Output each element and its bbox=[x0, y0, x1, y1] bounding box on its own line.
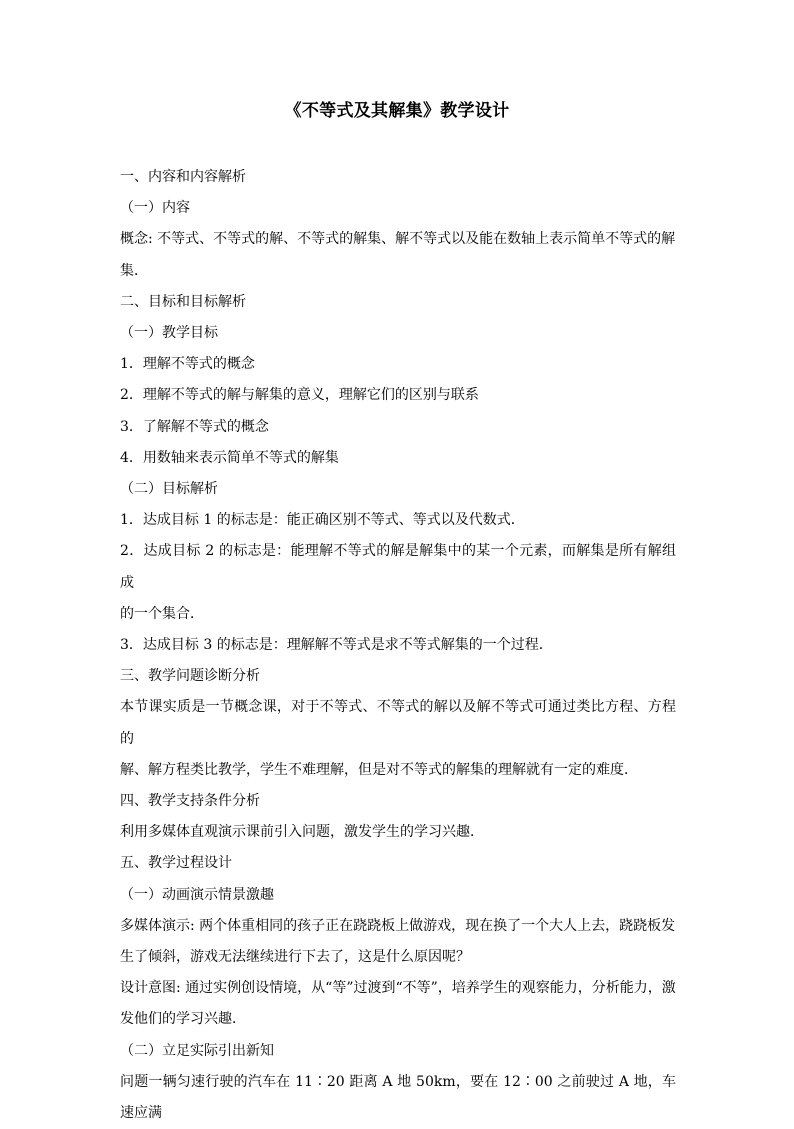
heading-2: 二、目标和目标解析 bbox=[120, 293, 246, 310]
list-item: 1．理解不等式的概念 bbox=[120, 356, 255, 373]
subheading: （二）目标解析 bbox=[120, 481, 218, 498]
heading-1: 一、内容和内容解析 bbox=[120, 169, 246, 185]
paragraph-line: 概念: 不等式、不等式的解、不等式的解集、解不等式以及能在数轴上表示简单不等式的解 bbox=[120, 231, 676, 248]
subheading: （一）教学目标 bbox=[120, 325, 218, 342]
document-body bbox=[120, 162, 676, 1129]
heading-4: 四、教学支持条件分析 bbox=[120, 793, 260, 810]
paragraph-line: 问题一辆匀速行驶的汽车在 11∶20 距离 A 地 50km，要在 12∶00 之前驶过 A 地，车速应满 bbox=[120, 1073, 676, 1122]
subheading: （二）立足实际引出新知 bbox=[120, 1042, 274, 1059]
document-title: 《不等式及其解集》教学设计 bbox=[284, 101, 510, 121]
list-item: 3．达成目标 3 的标志是：理解解不等式是求不等式解集的一个过程． bbox=[120, 637, 553, 654]
paragraph-line: 生了倾斜，游戏无法继续进行下去了，这是什么原因呢？ bbox=[120, 949, 470, 966]
list-item: 2．达成目标 2 的标志是：能理解不等式的解是解集中的某一个元素，而解集是所有解组成 bbox=[120, 543, 676, 591]
paragraph-line: 设计意图: 通过实例创设情境，从“等”过渡到“不等”，培养学生的观察能力，分析能力，激 bbox=[120, 980, 676, 997]
list-item: 3．了解解不等式的概念 bbox=[120, 418, 269, 435]
list-item: 4．用数轴来表示简单不等式的解集 bbox=[120, 449, 339, 466]
paragraph-line: 利用多媒体直观演示课前引入问题，激发学生的学习兴趣． bbox=[120, 824, 484, 841]
heading-3: 三、教学问题诊断分析 bbox=[120, 668, 260, 685]
subheading: （一）内容 bbox=[120, 200, 190, 217]
paragraph-line: 的一个集合． bbox=[120, 605, 204, 622]
paragraph-line: 发他们的学习兴趣． bbox=[120, 1011, 246, 1028]
heading-5: 五、教学过程设计 bbox=[120, 855, 232, 872]
paragraph-line: 本节课实质是一节概念课，对于不等式、不等式的解以及解不等式可通过类比方程、方程的 bbox=[120, 699, 676, 747]
list-item: 1．达成目标 1 的标志是：能正确区别不等式、等式以及代数式． bbox=[120, 512, 525, 529]
paragraph-line: 集． bbox=[120, 262, 148, 279]
paragraph-line: 多媒体演示: 两个体重相同的孩子正在跷跷板上做游戏，现在换了一个大人上去，跷跷板发 bbox=[120, 917, 676, 934]
subheading: （一）动画演示情景激趣 bbox=[120, 886, 274, 903]
paragraph-line: 解、解方程类比教学，学生不难理解，但是对不等式的解集的理解就有一定的难度． bbox=[120, 761, 638, 778]
list-item: 2．理解不等式的解与解集的意义，理解它们的区别与联系 bbox=[120, 387, 479, 404]
